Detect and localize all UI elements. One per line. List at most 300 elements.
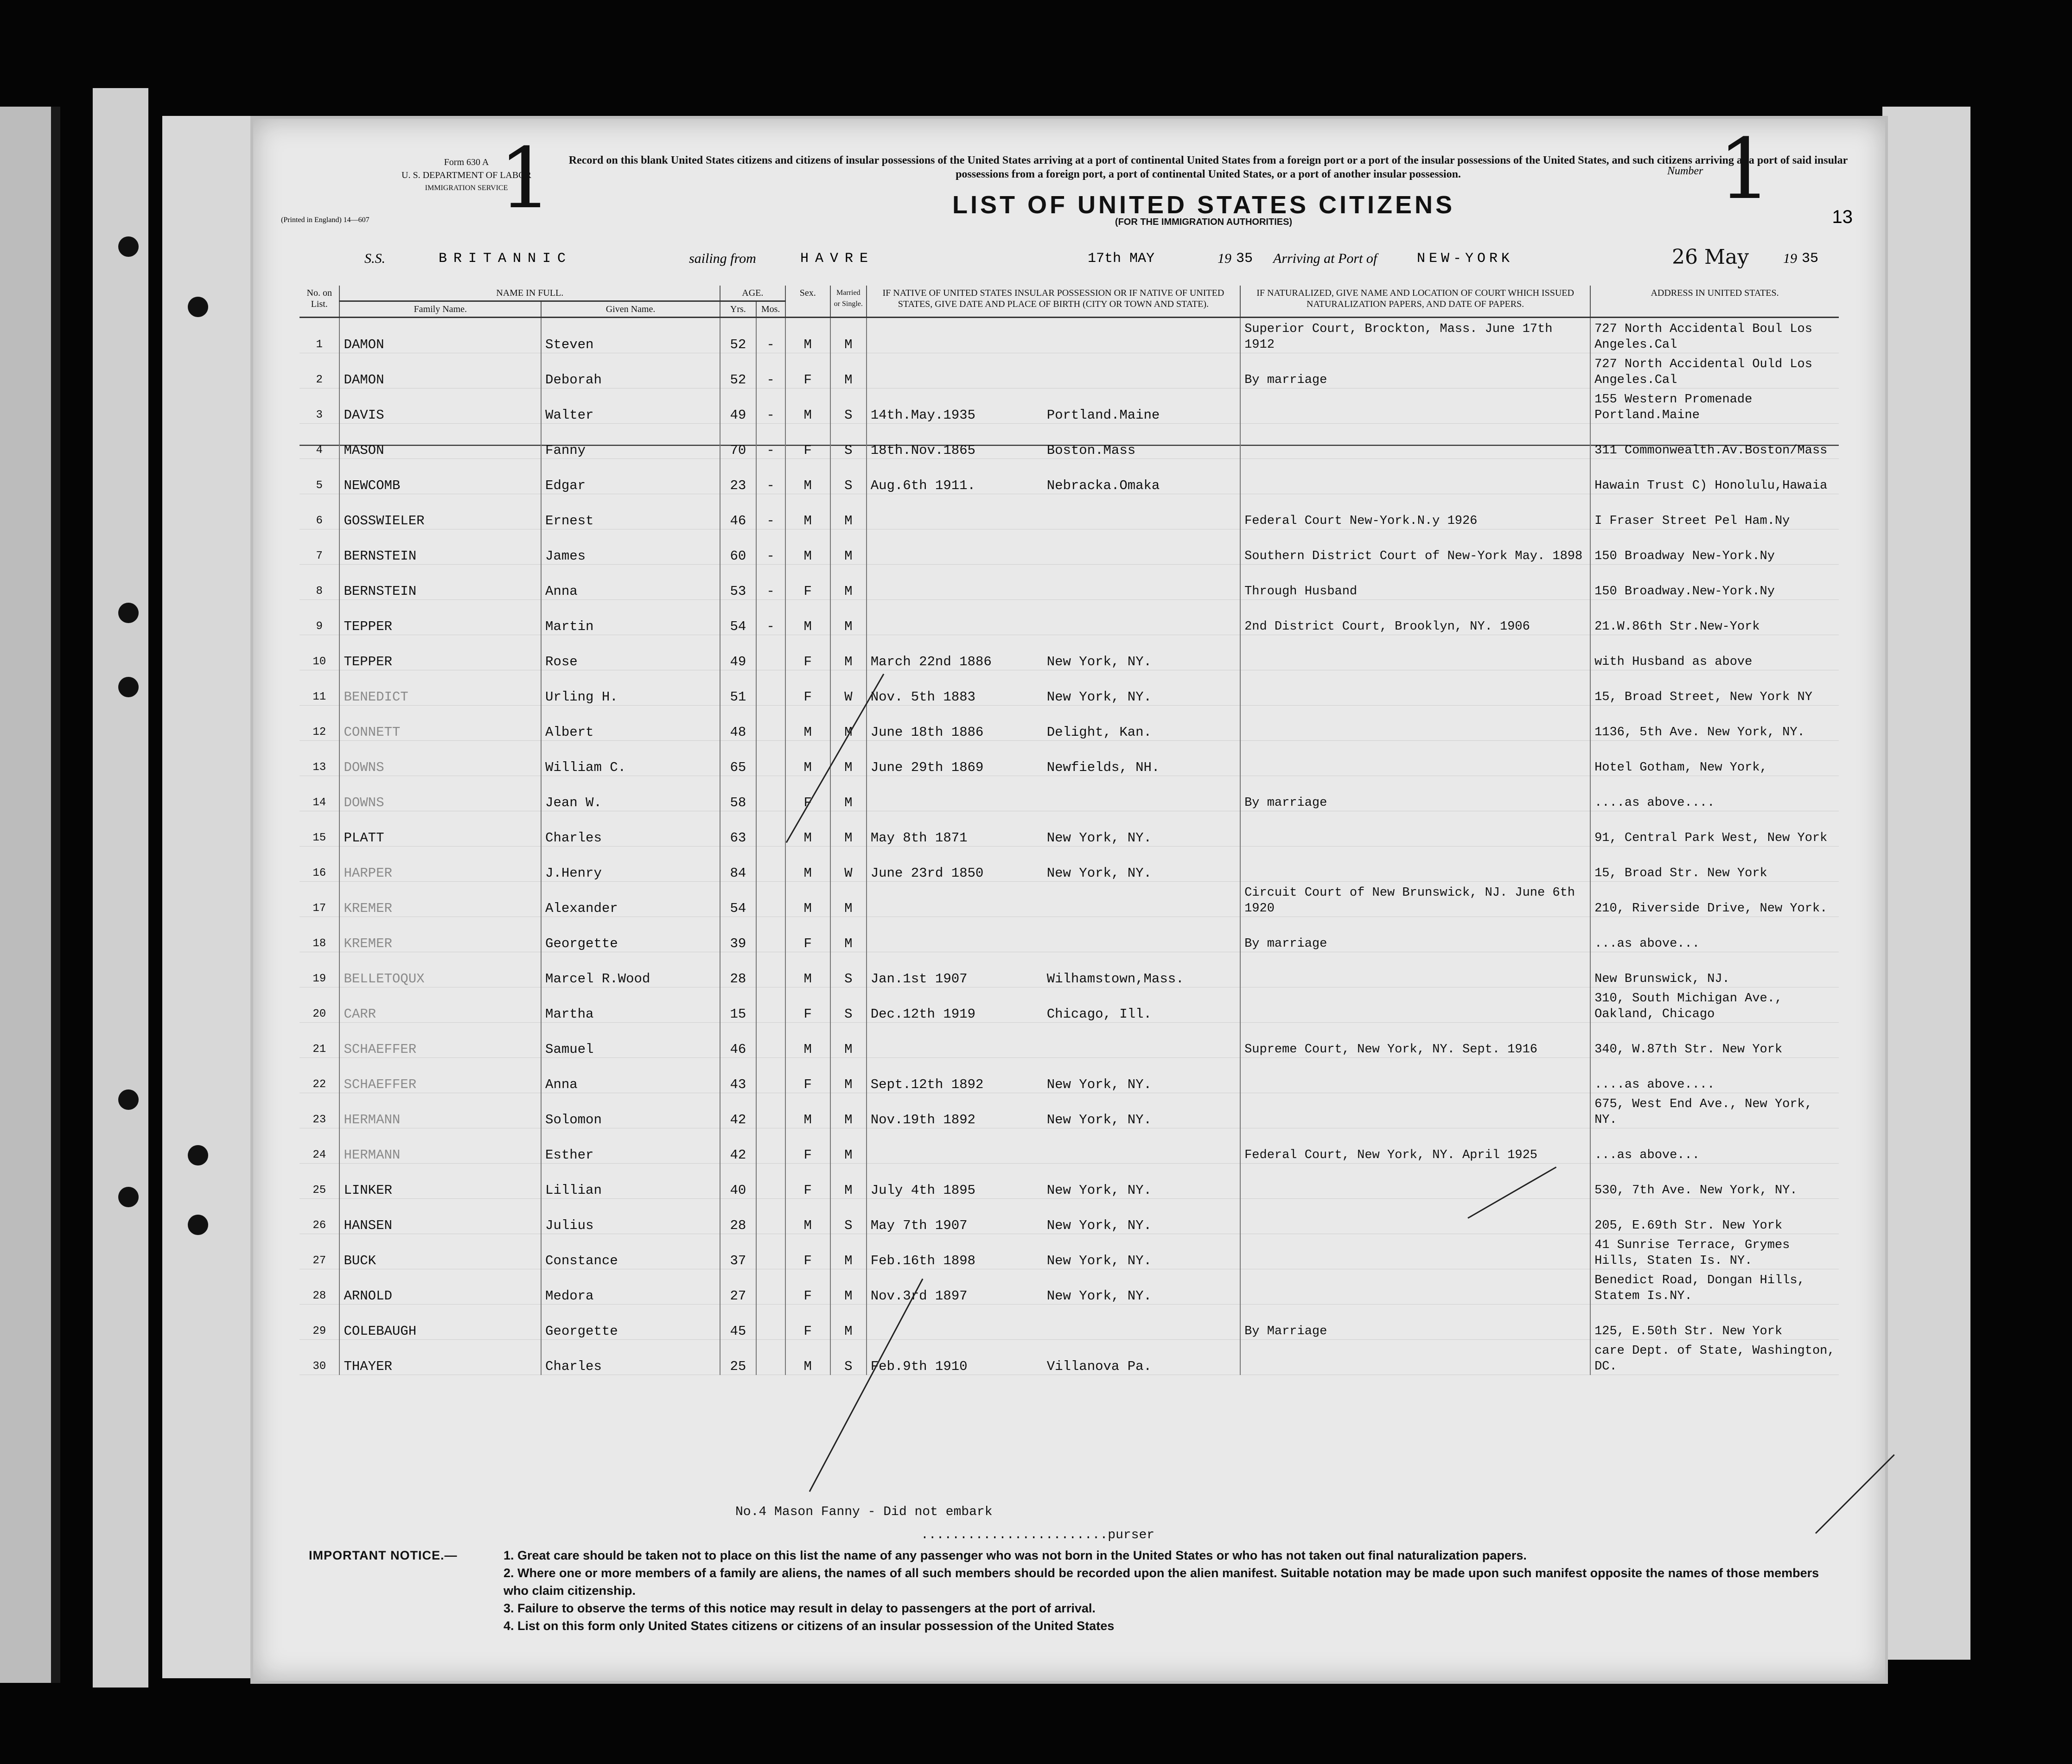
birth-info <box>867 600 1240 635</box>
birth-info <box>867 635 1240 670</box>
age-years: 54 <box>720 882 756 917</box>
sex: M <box>785 811 830 847</box>
birth-place: New York, NY. <box>1046 689 1152 705</box>
age-years: 60 <box>720 529 756 565</box>
birth-info <box>867 1093 1240 1128</box>
col-yrs: Yrs. <box>720 301 756 318</box>
col-mos: Mos. <box>756 301 785 318</box>
naturalization <box>1240 987 1590 1023</box>
departure-year: 35 <box>1236 251 1253 267</box>
birth-date: 14th.May.1935 <box>870 408 975 423</box>
age-years: 70 <box>720 424 756 459</box>
marital-status: M <box>830 1093 867 1128</box>
col-age: AGE. <box>720 286 785 301</box>
birth-place: New York, NY. <box>1046 1288 1152 1304</box>
notice-list <box>504 1547 1839 1635</box>
birth-info <box>867 987 1240 1023</box>
birth-info <box>867 1199 1240 1234</box>
marital-status: M <box>830 1269 867 1305</box>
sex: M <box>785 318 830 353</box>
row-number: 29 <box>300 1305 339 1340</box>
naturalization: Circuit Court of New Brunswick, NJ. June 6th 1920 <box>1240 882 1590 917</box>
age-months <box>756 670 785 706</box>
birth-place: Portland.Maine <box>1046 408 1160 423</box>
birth-info <box>867 353 1240 388</box>
arrival-year: 35 <box>1802 251 1819 267</box>
age-months <box>756 882 785 917</box>
sex: M <box>785 459 830 494</box>
birth-info <box>867 741 1240 776</box>
table-row <box>300 565 1839 600</box>
given-name: Albert <box>541 706 720 741</box>
row-number: 25 <box>300 1164 339 1199</box>
age-months <box>756 1234 785 1269</box>
birth-info <box>867 565 1240 600</box>
right-page-edge <box>1882 107 1970 1660</box>
age-years: 54 <box>720 600 756 635</box>
ship-name: BRITANNIC <box>439 251 573 267</box>
given-name: Fanny <box>541 424 720 459</box>
given-name: Constance <box>541 1234 720 1269</box>
age-months <box>756 987 785 1023</box>
family-name: PLATT <box>339 811 541 847</box>
punch-hole <box>118 603 139 623</box>
age-months: - <box>756 318 785 353</box>
row-number: 7 <box>300 529 339 565</box>
family-name: NEWCOMB <box>339 459 541 494</box>
age-years: 43 <box>720 1058 756 1093</box>
sex: M <box>785 847 830 882</box>
naturalization <box>1240 741 1590 776</box>
naturalization <box>1240 388 1590 424</box>
birth-info <box>867 670 1240 706</box>
naturalization: Federal Court, New York, NY. April 1925 <box>1240 1128 1590 1164</box>
marital-status: M <box>830 600 867 635</box>
family-name: DAMON <box>339 353 541 388</box>
table-row <box>300 459 1839 494</box>
departure-port: HAVRE <box>800 251 875 267</box>
table-row <box>300 1305 1839 1340</box>
marital-status: M <box>830 318 867 353</box>
row-number: 15 <box>300 811 339 847</box>
age-months <box>756 917 785 952</box>
address: 150 Broadway New-York.Ny <box>1590 529 1839 565</box>
punch-hole <box>188 297 208 317</box>
underlying-page <box>93 88 148 1688</box>
ss-label: S.S. <box>364 251 385 266</box>
marital-status: W <box>830 670 867 706</box>
naturalization: By marriage <box>1240 917 1590 952</box>
age-months: - <box>756 494 785 529</box>
table-row <box>300 424 1839 459</box>
family-name: SCHAEFFER <box>339 1023 541 1058</box>
row-number: 1 <box>300 318 339 353</box>
naturalization <box>1240 1164 1590 1199</box>
address: ...as above... <box>1590 917 1839 952</box>
marital-status: M <box>830 1164 867 1199</box>
naturalization <box>1240 811 1590 847</box>
address: 21.W.86th Str.New-York <box>1590 600 1839 635</box>
address: I Fraser Street Pel Ham.Ny <box>1590 494 1839 529</box>
table-row <box>300 847 1839 882</box>
marital-status: W <box>830 847 867 882</box>
marital-status: S <box>830 424 867 459</box>
record-instructions: Record on this blank United States citizens and citizens of insular possessions of the United States arriving at a port of continental United States from a foreign port or a port of the insular possessions of the United States, and such citizens arriving at a port of said insular possessions from a foreign port, a port of continental United States, or a port of another insular possession. <box>568 154 1848 180</box>
address: Benedict Road, Dongan Hills, Statem Is.NY. <box>1590 1269 1839 1305</box>
row-number: 19 <box>300 952 339 987</box>
address: 310, South Michigan Ave., Oakland, Chicago <box>1590 987 1839 1023</box>
birth-info <box>867 1058 1240 1093</box>
birth-info <box>867 882 1240 917</box>
table-row <box>300 1058 1839 1093</box>
punch-hole <box>118 1187 139 1207</box>
given-name: Jean W. <box>541 776 720 811</box>
given-name: Charles <box>541 1340 720 1375</box>
family-name: BELLETOQUX <box>339 952 541 987</box>
given-name: Martin <box>541 600 720 635</box>
sex: F <box>785 635 830 670</box>
age-years: 48 <box>720 706 756 741</box>
sex: F <box>785 1128 830 1164</box>
given-name: Walter <box>541 388 720 424</box>
naturalization: Superior Court, Brockton, Mass. June 17th 1912 <box>1240 318 1590 353</box>
birth-date: July 4th 1895 <box>870 1183 975 1198</box>
birth-place: New York, NY. <box>1046 1183 1152 1198</box>
marital-status: S <box>830 1340 867 1375</box>
given-name: Anna <box>541 1058 720 1093</box>
age-months <box>756 1093 785 1128</box>
sex: M <box>785 529 830 565</box>
age-years: 46 <box>720 494 756 529</box>
row-number: 28 <box>300 1269 339 1305</box>
family-name: BERNSTEIN <box>339 529 541 565</box>
table-row <box>300 952 1839 987</box>
col-family-name: Family Name. <box>339 301 541 318</box>
marital-status: S <box>830 1199 867 1234</box>
col-given-name: Given Name. <box>541 301 720 318</box>
age-months <box>756 811 785 847</box>
given-name: Georgette <box>541 917 720 952</box>
age-years: 58 <box>720 776 756 811</box>
age-months: - <box>756 388 785 424</box>
age-years: 15 <box>720 987 756 1023</box>
table-row <box>300 529 1839 565</box>
page-number: 13 <box>1832 207 1853 227</box>
family-name: SCHAEFFER <box>339 1058 541 1093</box>
naturalization: Supreme Court, New York, NY. Sept. 1916 <box>1240 1023 1590 1058</box>
address: 727 North Accidental Boul Los Angeles.Cal <box>1590 318 1839 353</box>
sex: M <box>785 952 830 987</box>
col-married: Married or Single. <box>830 286 867 318</box>
age-years: 42 <box>720 1093 756 1128</box>
sex: M <box>785 1340 830 1375</box>
sex: M <box>785 494 830 529</box>
naturalization: 2nd District Court, Brooklyn, NY. 1906 <box>1240 600 1590 635</box>
age-months <box>756 741 785 776</box>
age-years: 51 <box>720 670 756 706</box>
birth-place: New York, NY. <box>1046 830 1152 846</box>
row-number: 9 <box>300 600 339 635</box>
row-number: 14 <box>300 776 339 811</box>
table-row <box>300 1199 1839 1234</box>
table-row <box>300 1128 1839 1164</box>
marital-status: M <box>830 529 867 565</box>
address: 311 Commonwealth.Av.Boston/Mass <box>1590 424 1839 459</box>
family-name: HERMANN <box>339 1128 541 1164</box>
family-name: KREMER <box>339 882 541 917</box>
row-number: 10 <box>300 635 339 670</box>
notice-item: 4. List on this form only United States citizens or citizens of an insular possession of the United States <box>504 1619 1115 1633</box>
table-row <box>300 917 1839 952</box>
age-years: 53 <box>720 565 756 600</box>
table-row <box>300 388 1839 424</box>
marital-status: M <box>830 917 867 952</box>
col-address: ADDRESS IN UNITED STATES. <box>1590 286 1839 318</box>
sex: F <box>785 1164 830 1199</box>
given-name: Georgette <box>541 1305 720 1340</box>
notice-item: 3. Failure to observe the terms of this notice may result in delay to passengers at the port of arrival. <box>504 1601 1096 1615</box>
birth-date: Sept.12th 1892 <box>870 1077 984 1092</box>
punch-hole <box>188 1145 208 1165</box>
age-months <box>756 1340 785 1375</box>
age-years: 46 <box>720 1023 756 1058</box>
family-name: KREMER <box>339 917 541 952</box>
naturalization <box>1240 1269 1590 1305</box>
address: 150 Broadway.New-York.Ny <box>1590 565 1839 600</box>
given-name: Julius <box>541 1199 720 1234</box>
sex: F <box>785 1058 830 1093</box>
family-name: ARNOLD <box>339 1269 541 1305</box>
row-number: 30 <box>300 1340 339 1375</box>
marital-status: M <box>830 1305 867 1340</box>
arrival-date: 26 May <box>1672 245 1749 269</box>
table-row <box>300 1269 1839 1305</box>
row-number: 23 <box>300 1093 339 1128</box>
given-name: J.Henry <box>541 847 720 882</box>
row-number: 4 <box>300 424 339 459</box>
given-name: Ernest <box>541 494 720 529</box>
row-number: 22 <box>300 1058 339 1093</box>
age-months <box>756 1058 785 1093</box>
address: 125, E.50th Str. New York <box>1590 1305 1839 1340</box>
birth-date: Feb.16th 1898 <box>870 1253 975 1268</box>
table-row <box>300 811 1839 847</box>
address: 675, West End Ave., New York, NY. <box>1590 1093 1839 1128</box>
age-years: 49 <box>720 635 756 670</box>
marital-status: M <box>830 776 867 811</box>
age-years: 25 <box>720 1340 756 1375</box>
age-years: 49 <box>720 388 756 424</box>
row-number: 17 <box>300 882 339 917</box>
naturalization: Southern District Court of New-York May. 1898 <box>1240 529 1590 565</box>
punch-hole <box>118 1089 139 1110</box>
naturalization <box>1240 1058 1590 1093</box>
birth-info <box>867 1164 1240 1199</box>
family-name: DAMON <box>339 318 541 353</box>
address: Hawain Trust C) Honolulu,Hawaia <box>1590 459 1839 494</box>
age-years: 27 <box>720 1269 756 1305</box>
notice-item: 2. Where one or more members of a family are aliens, the names of all such members should be recorded upon the alien manifest. Suitable notation may be made upon such manifest opposite the names of those members who claim citizenship. <box>504 1566 1819 1598</box>
table-row <box>300 882 1839 917</box>
table-row <box>300 318 1839 353</box>
family-name: TEPPER <box>339 600 541 635</box>
birth-place: New York, NY. <box>1046 866 1152 881</box>
page-title: LIST OF UNITED STATES CITIZENS <box>952 191 1455 219</box>
age-months <box>756 1164 785 1199</box>
given-name: James <box>541 529 720 565</box>
age-months <box>756 952 785 987</box>
birth-info <box>867 1128 1240 1164</box>
birth-info <box>867 1023 1240 1058</box>
manifest-page <box>250 116 1888 1684</box>
naturalization <box>1240 1093 1590 1128</box>
sex: F <box>785 776 830 811</box>
table-header-row <box>300 286 1839 301</box>
row-number: 12 <box>300 706 339 741</box>
naturalization <box>1240 1199 1590 1234</box>
family-name: BENEDICT <box>339 670 541 706</box>
age-years: 45 <box>720 1305 756 1340</box>
birth-info <box>867 1340 1240 1375</box>
form-number: Form 630 A <box>444 157 489 167</box>
birth-date: Dec.12th 1919 <box>870 1006 975 1022</box>
age-months <box>756 706 785 741</box>
birth-place: Delight, Kan. <box>1046 725 1152 740</box>
given-name: Charles <box>541 811 720 847</box>
row-number: 18 <box>300 917 339 952</box>
arrival-port: NEW-YORK <box>1417 251 1514 267</box>
birth-date: Aug.6th 1911. <box>870 478 975 493</box>
birth-place: Nebracka.Omaka <box>1046 478 1160 493</box>
marital-status: M <box>830 353 867 388</box>
sex: F <box>785 670 830 706</box>
sex: M <box>785 882 830 917</box>
row-number: 21 <box>300 1023 339 1058</box>
table-row <box>300 741 1839 776</box>
birth-place: New York, NY. <box>1046 1218 1152 1233</box>
birth-info <box>867 917 1240 952</box>
table-row <box>300 1164 1839 1199</box>
row-number: 8 <box>300 565 339 600</box>
marital-status: M <box>830 882 867 917</box>
marital-status: M <box>830 741 867 776</box>
age-months: - <box>756 529 785 565</box>
arrival-year-prefix: 19 <box>1783 251 1797 266</box>
row-number: 5 <box>300 459 339 494</box>
punch-hole <box>188 1215 208 1235</box>
birth-place: Chicago, Ill. <box>1046 1006 1152 1022</box>
sex: M <box>785 600 830 635</box>
sex: F <box>785 917 830 952</box>
address: with Husband as above <box>1590 635 1839 670</box>
given-name: Edgar <box>541 459 720 494</box>
age-months <box>756 635 785 670</box>
row-number: 13 <box>300 741 339 776</box>
naturalization <box>1240 670 1590 706</box>
given-name: Medora <box>541 1269 720 1305</box>
age-months <box>756 776 785 811</box>
handwritten-sheet-mark: 1 <box>499 130 552 227</box>
birth-info <box>867 388 1240 424</box>
marital-status: M <box>830 565 867 600</box>
table-row <box>300 1340 1839 1375</box>
purser-line: ........................purser <box>921 1528 1155 1542</box>
arriving-label: Arriving at Port of <box>1273 251 1377 266</box>
address: 91, Central Park West, New York <box>1590 811 1839 847</box>
age-months: - <box>756 565 785 600</box>
sex: F <box>785 1305 830 1340</box>
number-label: Number <box>1667 165 1703 177</box>
printed-note: (Printed in England) 14—607 <box>281 216 370 224</box>
row-number: 27 <box>300 1234 339 1269</box>
marital-status: M <box>830 494 867 529</box>
age-years: 37 <box>720 1234 756 1269</box>
col-name-in-full: NAME IN FULL. <box>339 286 720 301</box>
age-months: - <box>756 353 785 388</box>
address: 41 Sunrise Terrace, Grymes Hills, Staten Is. NY. <box>1590 1234 1839 1269</box>
address: 530, 7th Ave. New York, NY. <box>1590 1164 1839 1199</box>
table-row <box>300 706 1839 741</box>
address: ...as above... <box>1590 1128 1839 1164</box>
naturalization <box>1240 424 1590 459</box>
handwritten-number: 1 <box>1718 121 1772 218</box>
birth-date: June 23rd 1850 <box>870 866 984 881</box>
birth-info <box>867 776 1240 811</box>
given-name: Anna <box>541 565 720 600</box>
row-number: 16 <box>300 847 339 882</box>
age-years: 65 <box>720 741 756 776</box>
col-sex: Sex. <box>785 286 830 318</box>
col-birth: IF NATIVE OF UNITED STATES INSULAR POSSESSION OR IF NATIVE OF UNITED STATES, GIVE DATE AND PLACE OF BIRTH (CITY OR TOWN AND STATE). <box>867 286 1240 318</box>
naturalization: By marriage <box>1240 353 1590 388</box>
given-name: Alexander <box>541 882 720 917</box>
address: 340, W.87th Str. New York <box>1590 1023 1839 1058</box>
birth-date: May 7th 1907 <box>870 1218 968 1233</box>
given-name: Esther <box>541 1128 720 1164</box>
age-years: 28 <box>720 952 756 987</box>
age-years: 23 <box>720 459 756 494</box>
birth-place: Newfields, NH. <box>1046 760 1160 775</box>
sex: F <box>785 1234 830 1269</box>
given-name: Samuel <box>541 1023 720 1058</box>
page-subtitle: (FOR THE IMMIGRATION AUTHORITIES) <box>1115 217 1293 227</box>
birth-info <box>867 459 1240 494</box>
underlying-page-edge <box>162 116 264 1678</box>
row-number: 6 <box>300 494 339 529</box>
given-name: William C. <box>541 741 720 776</box>
punch-hole <box>118 236 139 257</box>
birth-date: Jan.1st 1907 <box>870 971 968 987</box>
marital-status: M <box>830 706 867 741</box>
row-number: 11 <box>300 670 339 706</box>
row-number: 2 <box>300 353 339 388</box>
marital-status: M <box>830 1128 867 1164</box>
marital-status: S <box>830 987 867 1023</box>
birth-date: May 8th 1871 <box>870 830 968 846</box>
age-years: 39 <box>720 917 756 952</box>
address: 15, Broad Street, New York NY <box>1590 670 1839 706</box>
address: ....as above.... <box>1590 776 1839 811</box>
address: New Brunswick, NJ. <box>1590 952 1839 987</box>
address: 727 North Accidental Ould Los Angeles.Cal <box>1590 353 1839 388</box>
marital-status: M <box>830 1023 867 1058</box>
birth-place: Boston.Mass <box>1046 443 1136 458</box>
table-row <box>300 987 1839 1023</box>
year-prefix: 19 <box>1218 251 1231 266</box>
birth-info <box>867 1305 1240 1340</box>
table-row <box>300 776 1839 811</box>
birth-info <box>867 424 1240 459</box>
